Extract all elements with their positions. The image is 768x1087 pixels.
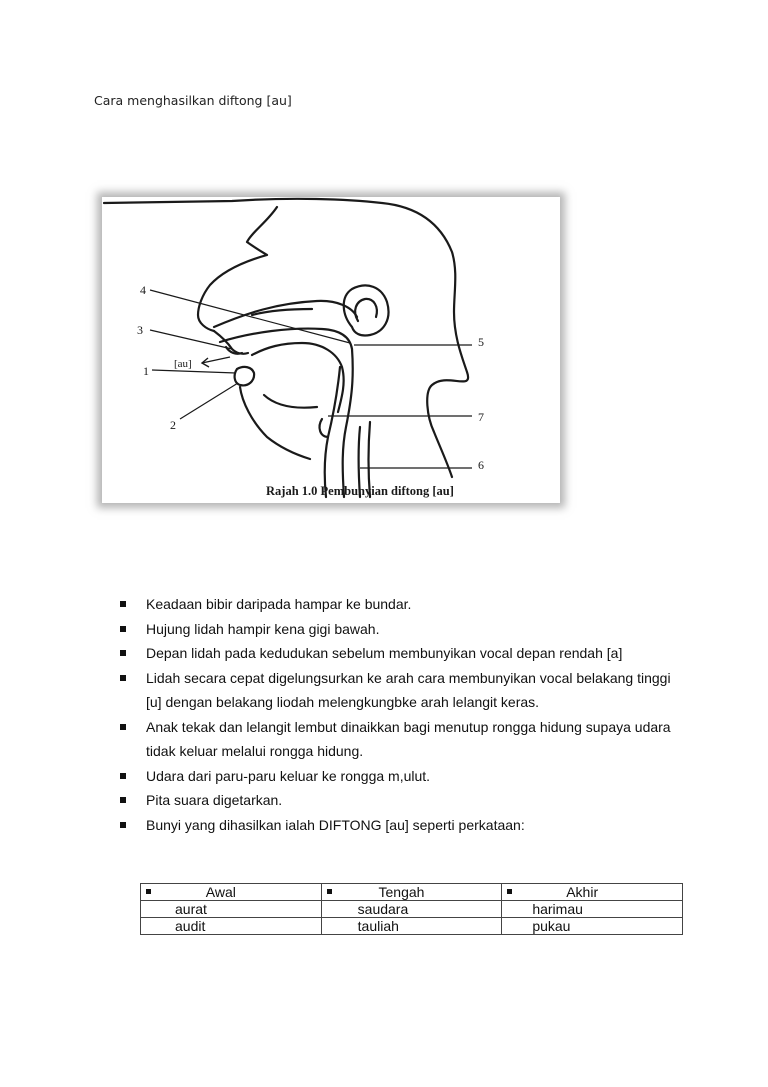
bullet-square-icon (120, 797, 126, 803)
bullet-square-icon (120, 773, 126, 779)
table-row (141, 901, 683, 918)
table-cell: tauliah (321, 918, 502, 935)
callout-2: 2 (170, 418, 176, 432)
bullet-square-icon (507, 889, 512, 894)
table-header-row (141, 884, 683, 901)
table-cell: audit (141, 918, 322, 935)
table-cell: harimau (502, 901, 683, 918)
page-heading: Cara menghasilkan diftong [au] (94, 93, 292, 108)
bullet-square-icon (120, 650, 126, 656)
diagram-figure (102, 197, 560, 503)
list-item: Keadaan bibir daripada hampar ke bundar. (120, 592, 680, 617)
list-item: Hujung lidah hampir kena gigi bawah. (120, 617, 680, 642)
list-item: Anak tekak dan lelangit lembut dinaikkan bagi menutup rongga hidung supaya udara tidak keluar melalui rongga hidung. (120, 715, 680, 764)
tongue (252, 343, 344, 412)
larynx (320, 419, 328, 437)
bullet-square-icon (120, 822, 126, 828)
header-akhir: Akhir (502, 884, 683, 901)
sound-label: [au] (174, 358, 192, 370)
list-item: Depan lidah pada kedudukan sebelum membunyikan vocal depan rendah [a] (120, 641, 680, 666)
header-tengah: Tengah (321, 884, 502, 901)
header-awal: Awal (141, 884, 322, 901)
nasal-cavity (214, 301, 357, 327)
list-item: Lidah secara cepat digelungsurkan ke arah cara membunyikan vocal belakang tinggi [u] dengan belakang liodah melengkungbke arah lelangit keras. (120, 666, 680, 715)
callout-5: 5 (478, 335, 484, 349)
callout-4: 4 (140, 283, 146, 297)
table-cell: aurat (141, 901, 322, 918)
callout-3: 3 (137, 323, 143, 337)
bullet-square-icon (120, 724, 126, 730)
example-words-table (140, 883, 683, 935)
bullet-square-icon (327, 889, 332, 894)
callout-6: 6 (478, 458, 484, 472)
callout-7: 7 (478, 410, 484, 424)
bullet-square-icon (120, 675, 126, 681)
bullet-square-icon (120, 626, 126, 632)
table-cell: saudara (321, 901, 502, 918)
table-cell: pukau (502, 918, 683, 935)
list-item: Bunyi yang dihasilkan ialah DIFTONG [au] seperti perkataan: (120, 813, 680, 838)
bullet-list (120, 592, 680, 837)
head-outline (104, 199, 468, 477)
list-item: Pita suara digetarkan. (120, 788, 680, 813)
list-item: Udara dari paru-paru keluar ke rongga m,ulut. (120, 764, 680, 789)
pharynx (343, 349, 353, 497)
table-row (141, 918, 683, 935)
jaw (240, 387, 310, 459)
bullet-square-icon (146, 889, 151, 894)
vocal-tract-diagram (102, 197, 560, 503)
callout-1: 1 (143, 364, 149, 378)
bullet-square-icon (120, 601, 126, 607)
figure-caption: Rajah 1.0 Pembunyian diftong [au] (266, 484, 454, 498)
